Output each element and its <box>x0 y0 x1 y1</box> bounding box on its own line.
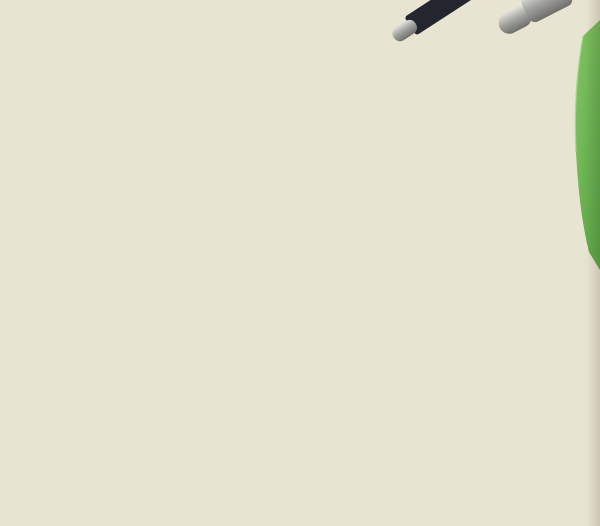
jack-photo-dark <box>388 0 491 42</box>
green-ribbon <box>570 20 600 270</box>
product-photo-strip <box>370 0 600 42</box>
